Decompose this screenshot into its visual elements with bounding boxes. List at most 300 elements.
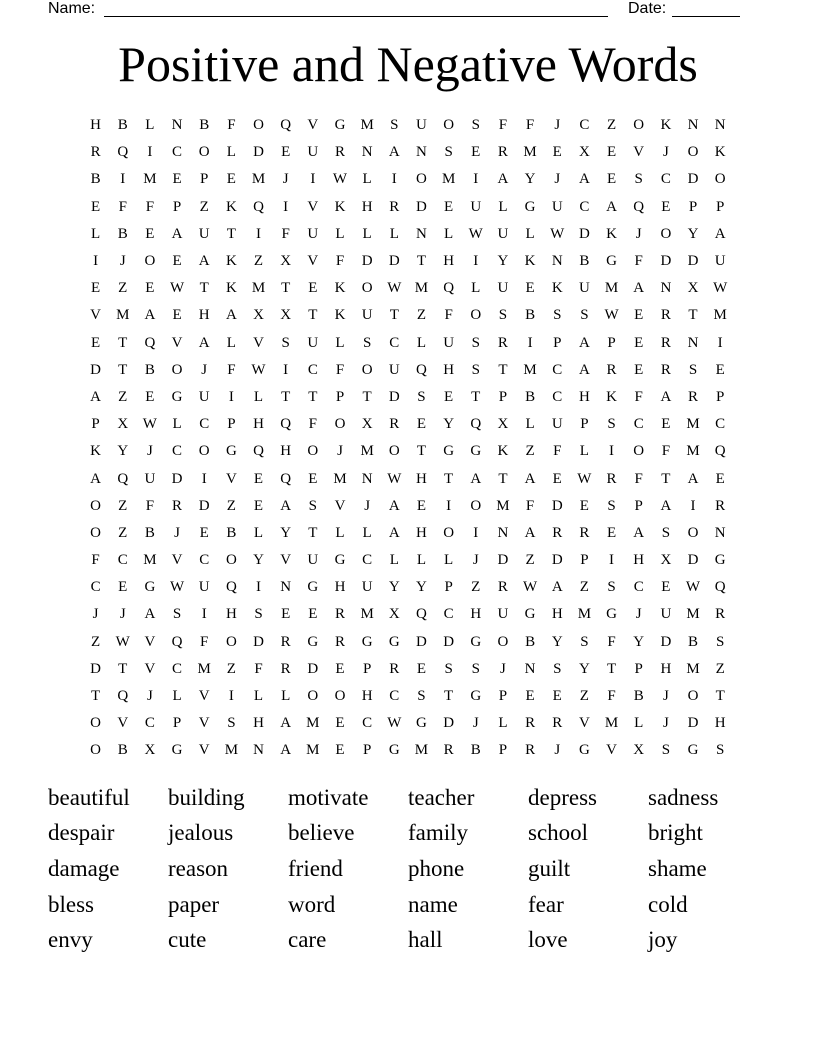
grid-letter[interactable]: D — [660, 633, 672, 650]
grid-letter[interactable]: W — [251, 361, 266, 378]
grid-letter[interactable]: V — [171, 552, 183, 569]
grid-letter[interactable]: E — [525, 688, 535, 705]
grid-letter[interactable]: T — [281, 280, 291, 297]
grid-letter[interactable]: O — [90, 715, 101, 732]
grid-letter[interactable]: O — [225, 633, 237, 650]
grid-letter[interactable]: S — [553, 307, 562, 324]
grid-letter[interactable]: G — [171, 742, 183, 759]
grid-letter[interactable]: B — [688, 633, 699, 650]
grid-letter[interactable]: S — [444, 660, 453, 677]
grid-letter[interactable]: H — [198, 307, 210, 324]
grid-letter[interactable]: L — [172, 688, 182, 705]
grid-letter[interactable]: P — [716, 388, 725, 405]
grid-letter[interactable]: S — [362, 334, 372, 351]
grid-letter[interactable]: D — [443, 715, 455, 732]
grid-letter[interactable]: D — [660, 253, 672, 270]
grid-letter[interactable]: M — [251, 171, 266, 188]
grid-letter[interactable]: S — [471, 660, 480, 677]
grid-letter[interactable]: N — [361, 470, 373, 487]
grid-letter[interactable]: A — [714, 225, 726, 242]
grid-letter[interactable]: E — [335, 660, 345, 677]
grid-letter[interactable]: N — [416, 144, 427, 161]
grid-letter[interactable]: M — [143, 552, 157, 569]
grid-letter[interactable]: E — [606, 524, 617, 541]
grid-letter[interactable]: I — [473, 253, 479, 270]
grid-letter[interactable]: X — [687, 280, 699, 297]
grid-letter[interactable]: I — [527, 334, 533, 351]
grid-letter[interactable]: T — [715, 688, 725, 705]
grid-letter[interactable]: S — [634, 171, 643, 188]
grid-letter[interactable]: M — [523, 361, 537, 378]
grid-letter[interactable]: L — [335, 334, 345, 351]
grid-letter[interactable]: U — [443, 334, 455, 351]
grid-letter[interactable]: B — [144, 361, 155, 378]
grid-letter[interactable]: O — [633, 117, 645, 134]
grid-letter[interactable]: J — [500, 660, 506, 677]
grid-letter[interactable]: R — [497, 579, 508, 596]
grid-letter[interactable]: A — [660, 388, 672, 405]
grid-letter[interactable]: Y — [551, 633, 563, 650]
grid-letter[interactable]: T — [118, 660, 128, 677]
grid-letter[interactable]: I — [391, 171, 397, 188]
grid-letter[interactable]: U — [497, 606, 509, 623]
grid-letter[interactable]: T — [498, 470, 508, 487]
grid-letter[interactable]: K — [225, 253, 237, 270]
grid-letter[interactable]: Z — [715, 660, 725, 677]
grid-letter[interactable]: B — [117, 742, 128, 759]
grid-letter[interactable]: G — [334, 552, 346, 569]
grid-letter[interactable]: W — [169, 579, 185, 596]
grid-letter[interactable]: I — [473, 524, 479, 541]
grid-letter[interactable]: L — [525, 225, 535, 242]
grid-letter[interactable]: L — [226, 144, 236, 161]
grid-letter[interactable]: O — [307, 443, 319, 460]
grid-letter[interactable]: C — [389, 688, 400, 705]
grid-letter[interactable]: S — [607, 416, 616, 433]
grid-letter[interactable]: V — [198, 688, 210, 705]
date-field[interactable] — [672, 0, 740, 17]
grid-letter[interactable]: E — [90, 280, 101, 297]
grid-letter[interactable]: O — [416, 171, 427, 188]
grid-letter[interactable]: M — [604, 280, 619, 297]
grid-letter[interactable]: R — [660, 361, 671, 378]
grid-letter[interactable]: M — [197, 660, 211, 677]
grid-letter[interactable]: Z — [118, 497, 128, 514]
grid-letter[interactable]: Z — [118, 524, 128, 541]
grid-letter[interactable]: E — [552, 470, 562, 487]
grid-letter[interactable]: T — [389, 307, 399, 324]
grid-letter[interactable]: D — [90, 660, 101, 677]
grid-letter[interactable]: R — [334, 606, 345, 623]
grid-letter[interactable]: O — [443, 117, 455, 134]
grid-letter[interactable]: F — [525, 497, 535, 514]
grid-letter[interactable]: Q — [280, 117, 292, 134]
grid-letter[interactable]: Q — [253, 443, 264, 460]
grid-letter[interactable]: G — [687, 742, 699, 759]
grid-letter[interactable]: E — [335, 715, 345, 732]
grid-letter[interactable]: S — [227, 715, 236, 732]
grid-letter[interactable]: P — [580, 552, 589, 569]
grid-letter[interactable]: F — [634, 388, 643, 405]
grid-letter[interactable]: V — [144, 633, 156, 650]
grid-letter[interactable]: Z — [579, 579, 589, 596]
grid-letter[interactable]: D — [416, 198, 427, 215]
grid-letter[interactable]: G — [225, 443, 237, 460]
grid-letter[interactable]: V — [198, 742, 210, 759]
grid-letter[interactable]: K — [660, 117, 672, 134]
grid-letter[interactable]: J — [337, 443, 343, 460]
grid-letter[interactable]: D — [198, 497, 210, 514]
grid-letter[interactable]: U — [198, 579, 210, 596]
grid-letter[interactable]: G — [144, 579, 156, 596]
grid-letter[interactable]: G — [443, 443, 455, 460]
grid-letter[interactable]: E — [199, 524, 209, 541]
grid-letter[interactable]: P — [498, 688, 508, 705]
grid-letter[interactable]: H — [416, 470, 427, 487]
grid-letter[interactable]: Y — [524, 171, 536, 188]
grid-letter[interactable]: P — [200, 171, 209, 188]
grid-letter[interactable]: H — [443, 361, 455, 378]
grid-letter[interactable]: U — [470, 198, 482, 215]
grid-letter[interactable]: A — [551, 579, 563, 596]
grid-letter[interactable]: S — [498, 307, 508, 324]
grid-letter[interactable]: U — [497, 225, 509, 242]
grid-letter[interactable]: G — [307, 633, 319, 650]
grid-letter[interactable]: J — [174, 524, 180, 541]
grid-letter[interactable]: Y — [497, 253, 509, 270]
grid-letter[interactable]: N — [551, 253, 563, 270]
grid-letter[interactable]: G — [606, 253, 617, 270]
grid-letter[interactable]: T — [471, 388, 481, 405]
grid-letter[interactable]: L — [498, 715, 508, 732]
grid-letter[interactable]: I — [609, 443, 615, 460]
grid-letter[interactable]: O — [361, 361, 373, 378]
name-field[interactable] — [104, 0, 608, 17]
grid-letter[interactable]: J — [472, 715, 479, 732]
grid-letter[interactable]: Q — [117, 688, 129, 705]
grid-letter[interactable]: O — [90, 524, 101, 541]
grid-letter[interactable]: V — [280, 552, 292, 569]
grid-letter[interactable]: W — [142, 416, 157, 433]
grid-letter[interactable]: U — [307, 144, 319, 161]
grid-letter[interactable]: L — [172, 416, 182, 433]
grid-letter[interactable]: N — [687, 117, 699, 134]
grid-letter[interactable]: Z — [199, 198, 209, 215]
grid-letter[interactable]: O — [361, 280, 373, 297]
grid-letter[interactable]: K — [606, 388, 617, 405]
grid-letter[interactable]: D — [687, 253, 699, 270]
grid-letter[interactable]: M — [577, 606, 592, 623]
grid-letter[interactable]: N — [171, 117, 183, 134]
grid-letter[interactable]: K — [225, 280, 237, 297]
grid-letter[interactable]: H — [361, 198, 373, 215]
grid-letter[interactable]: Z — [118, 388, 128, 405]
grid-letter[interactable]: I — [690, 497, 696, 514]
grid-letter[interactable]: N — [253, 742, 264, 759]
grid-letter[interactable]: Z — [471, 579, 481, 596]
grid-letter[interactable]: P — [716, 198, 725, 215]
grid-letter[interactable]: O — [198, 443, 210, 460]
grid-letter[interactable]: V — [578, 715, 590, 732]
grid-letter[interactable]: F — [281, 225, 290, 242]
grid-letter[interactable]: O — [90, 497, 101, 514]
grid-letter[interactable]: M — [251, 280, 266, 297]
grid-letter[interactable]: A — [171, 225, 183, 242]
grid-letter[interactable]: B — [579, 253, 590, 270]
grid-letter[interactable]: A — [578, 171, 590, 188]
grid-letter[interactable]: U — [361, 579, 373, 596]
grid-letter[interactable]: V — [171, 334, 183, 351]
grid-letter[interactable]: M — [686, 416, 700, 433]
grid-letter[interactable]: X — [117, 416, 129, 433]
grid-letter[interactable]: T — [90, 688, 101, 705]
grid-letter[interactable]: C — [633, 579, 644, 596]
grid-letter[interactable]: D — [578, 225, 590, 242]
grid-letter[interactable]: L — [389, 225, 399, 242]
grid-letter[interactable]: L — [281, 688, 291, 705]
grid-letter[interactable]: G — [388, 742, 400, 759]
grid-letter[interactable]: K — [334, 307, 346, 324]
grid-letter[interactable]: F — [607, 688, 616, 705]
grid-letter[interactable]: N — [497, 524, 509, 541]
grid-letter[interactable]: L — [444, 552, 454, 569]
grid-letter[interactable]: V — [225, 470, 237, 487]
grid-letter[interactable]: R — [606, 470, 617, 487]
grid-letter[interactable]: G — [361, 633, 373, 650]
grid-letter[interactable]: G — [470, 633, 482, 650]
grid-letter[interactable]: C — [362, 552, 373, 569]
grid-letter[interactable]: P — [362, 742, 372, 759]
grid-letter[interactable]: F — [335, 253, 345, 270]
grid-letter[interactable]: I — [283, 361, 289, 378]
grid-letter[interactable]: D — [687, 552, 699, 569]
grid-letter[interactable]: L — [471, 280, 481, 297]
grid-letter[interactable]: N — [524, 660, 536, 677]
grid-letter[interactable]: E — [145, 225, 155, 242]
grid-letter[interactable]: E — [606, 144, 617, 161]
grid-letter[interactable]: X — [497, 416, 509, 433]
grid-letter[interactable]: M — [116, 307, 130, 324]
grid-letter[interactable]: S — [716, 742, 725, 759]
grid-letter[interactable]: A — [388, 497, 400, 514]
grid-letter[interactable]: I — [147, 144, 153, 161]
grid-letter[interactable]: B — [470, 742, 481, 759]
grid-letter[interactable]: C — [144, 715, 155, 732]
grid-letter[interactable]: N — [714, 117, 726, 134]
grid-letter[interactable]: Y — [633, 633, 645, 650]
grid-letter[interactable]: R — [552, 524, 563, 541]
grid-letter[interactable]: L — [416, 552, 427, 569]
grid-letter[interactable]: R — [172, 497, 183, 514]
grid-letter[interactable]: O — [334, 416, 346, 433]
grid-letter[interactable]: V — [198, 715, 210, 732]
grid-letter[interactable]: D — [551, 497, 563, 514]
grid-letter[interactable]: K — [225, 198, 237, 215]
grid-letter[interactable]: E — [525, 280, 535, 297]
grid-letter[interactable]: E — [661, 416, 671, 433]
grid-letter[interactable]: J — [201, 361, 208, 378]
grid-letter[interactable]: C — [307, 361, 318, 378]
grid-letter[interactable]: O — [198, 144, 210, 161]
grid-letter[interactable]: U — [660, 606, 672, 623]
grid-letter[interactable]: E — [634, 307, 644, 324]
grid-letter[interactable]: S — [444, 144, 453, 161]
grid-letter[interactable]: P — [227, 416, 236, 433]
grid-letter[interactable]: C — [199, 416, 210, 433]
grid-letter[interactable]: D — [253, 144, 264, 161]
grid-letter[interactable]: A — [388, 144, 400, 161]
grid-letter[interactable]: W — [550, 225, 565, 242]
grid-letter[interactable]: D — [388, 388, 400, 405]
grid-letter[interactable]: Q — [280, 416, 292, 433]
grid-letter[interactable]: C — [199, 552, 210, 569]
grid-letter[interactable]: V — [144, 660, 156, 677]
grid-letter[interactable]: A — [606, 198, 617, 215]
grid-letter[interactable]: T — [606, 660, 617, 677]
grid-letter[interactable]: Q — [253, 198, 264, 215]
grid-letter[interactable]: C — [715, 416, 726, 433]
grid-letter[interactable]: A — [144, 606, 156, 623]
grid-letter[interactable]: R — [606, 361, 617, 378]
grid-letter[interactable]: E — [444, 198, 454, 215]
grid-letter[interactable]: S — [661, 524, 671, 541]
grid-letter[interactable]: R — [90, 144, 101, 161]
grid-letter[interactable]: E — [335, 742, 345, 759]
grid-letter[interactable]: S — [688, 361, 698, 378]
grid-letter[interactable]: P — [444, 579, 453, 596]
grid-letter[interactable]: T — [118, 361, 128, 378]
grid-letter[interactable]: F — [227, 117, 236, 134]
grid-letter[interactable]: H — [443, 253, 455, 270]
grid-letter[interactable]: U — [307, 552, 319, 569]
grid-letter[interactable]: C — [660, 171, 671, 188]
grid-letter[interactable]: V — [307, 253, 319, 270]
grid-letter[interactable]: W — [387, 470, 402, 487]
grid-letter[interactable]: A — [578, 334, 590, 351]
grid-letter[interactable]: A — [524, 470, 536, 487]
grid-letter[interactable]: E — [145, 280, 155, 297]
grid-letter[interactable]: E — [471, 144, 481, 161]
grid-letter[interactable]: T — [498, 361, 508, 378]
grid-letter[interactable]: I — [310, 171, 316, 188]
grid-letter[interactable]: L — [335, 225, 345, 242]
grid-letter[interactable]: T — [444, 470, 454, 487]
grid-letter[interactable]: L — [253, 524, 264, 541]
grid-letter[interactable]: Z — [90, 633, 101, 650]
grid-letter[interactable]: F — [634, 470, 643, 487]
grid-letter[interactable]: F — [308, 416, 317, 433]
grid-letter[interactable]: G — [578, 742, 590, 759]
grid-letter[interactable]: W — [387, 715, 402, 732]
grid-letter[interactable]: Z — [606, 117, 617, 134]
grid-letter[interactable]: C — [389, 334, 400, 351]
grid-letter[interactable]: H — [551, 606, 563, 623]
grid-letter[interactable]: M — [333, 470, 347, 487]
grid-letter[interactable]: R — [280, 633, 291, 650]
grid-letter[interactable]: P — [172, 715, 182, 732]
grid-letter[interactable]: E — [253, 470, 264, 487]
grid-letter[interactable]: O — [253, 117, 264, 134]
grid-letter[interactable]: U — [307, 334, 319, 351]
grid-letter[interactable]: X — [388, 606, 400, 623]
grid-letter[interactable]: S — [607, 579, 616, 596]
grid-letter[interactable]: G — [334, 117, 346, 134]
grid-letter[interactable]: M — [604, 715, 619, 732]
grid-letter[interactable]: A — [198, 334, 210, 351]
grid-letter[interactable]: E — [552, 688, 562, 705]
grid-letter[interactable]: E — [90, 334, 101, 351]
grid-letter[interactable]: F — [254, 660, 263, 677]
grid-letter[interactable]: G — [307, 579, 319, 596]
grid-letter[interactable]: L — [389, 552, 399, 569]
grid-letter[interactable]: P — [607, 334, 616, 351]
grid-letter[interactable]: N — [280, 579, 292, 596]
grid-letter[interactable]: U — [388, 361, 400, 378]
grid-letter[interactable]: F — [335, 361, 345, 378]
grid-letter[interactable]: S — [390, 117, 399, 134]
grid-letter[interactable]: M — [686, 606, 700, 623]
grid-letter[interactable]: W — [169, 280, 185, 297]
grid-letter[interactable]: V — [307, 198, 319, 215]
grid-letter[interactable]: D — [687, 715, 699, 732]
grid-letter[interactable]: F — [200, 633, 209, 650]
grid-letter[interactable]: I — [473, 171, 479, 188]
grid-letter[interactable]: P — [553, 334, 562, 351]
grid-letter[interactable]: F — [634, 253, 643, 270]
grid-letter[interactable]: O — [443, 524, 455, 541]
grid-letter[interactable]: H — [714, 715, 726, 732]
grid-letter[interactable]: F — [118, 198, 127, 215]
grid-letter[interactable]: Q — [144, 334, 156, 351]
grid-letter[interactable]: B — [633, 688, 644, 705]
grid-letter[interactable]: Y — [578, 660, 590, 677]
grid-letter[interactable]: C — [172, 144, 183, 161]
grid-letter[interactable]: S — [471, 361, 480, 378]
grid-letter[interactable]: Z — [579, 688, 589, 705]
grid-letter[interactable]: E — [552, 144, 562, 161]
grid-letter[interactable]: C — [552, 361, 563, 378]
grid-letter[interactable]: T — [444, 688, 454, 705]
grid-letter[interactable]: N — [660, 280, 672, 297]
grid-letter[interactable]: S — [417, 388, 426, 405]
grid-letter[interactable]: C — [172, 443, 183, 460]
grid-letter[interactable]: G — [524, 606, 536, 623]
grid-letter[interactable]: R — [688, 388, 699, 405]
grid-letter[interactable]: Q — [225, 579, 237, 596]
grid-letter[interactable]: Z — [253, 253, 264, 270]
grid-letter[interactable]: Z — [416, 307, 427, 324]
grid-letter[interactable]: R — [525, 742, 536, 759]
grid-letter[interactable]: P — [688, 198, 698, 215]
grid-letter[interactable]: Y — [416, 579, 427, 596]
grid-letter[interactable]: X — [253, 307, 264, 324]
grid-letter[interactable]: Q — [280, 470, 292, 487]
grid-letter[interactable]: E — [661, 579, 671, 596]
grid-letter[interactable]: U — [551, 198, 563, 215]
grid-letter[interactable]: U — [307, 225, 319, 242]
grid-letter[interactable]: R — [525, 715, 536, 732]
grid-letter[interactable]: I — [283, 198, 289, 215]
grid-letter[interactable]: Y — [687, 225, 699, 242]
grid-letter[interactable]: H — [334, 579, 346, 596]
grid-letter[interactable]: S — [471, 117, 480, 134]
grid-letter[interactable]: U — [416, 117, 427, 134]
grid-letter[interactable]: L — [444, 225, 454, 242]
grid-letter[interactable]: H — [280, 443, 292, 460]
grid-letter[interactable]: Q — [443, 280, 455, 297]
grid-letter[interactable]: Q — [416, 361, 427, 378]
grid-letter[interactable]: S — [716, 633, 725, 650]
